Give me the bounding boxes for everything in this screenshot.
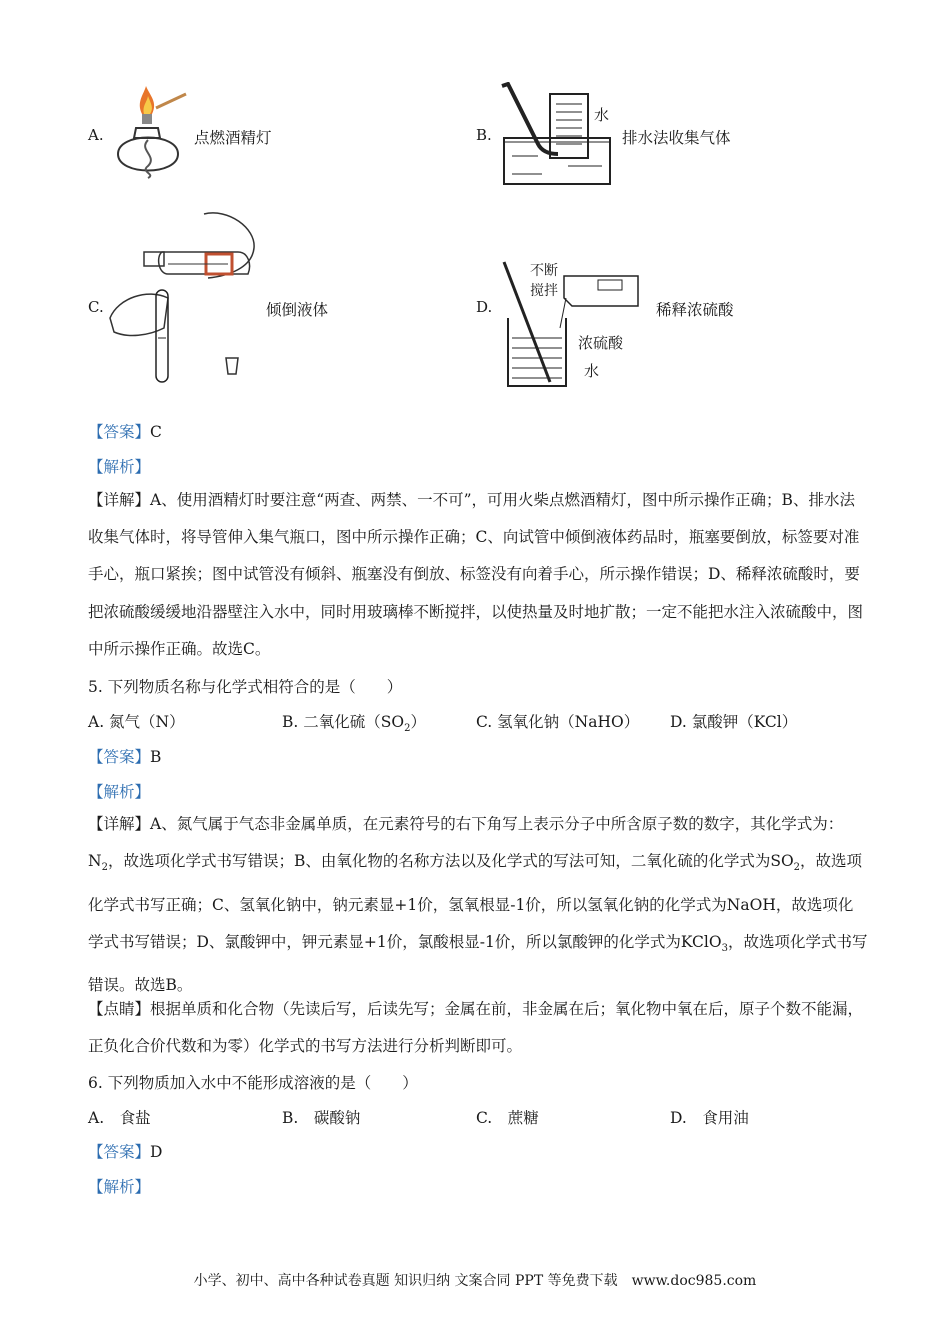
q6-option-b: B. 碳酸钠 bbox=[282, 1109, 361, 1127]
option-caption: 稀释浓硫酸 bbox=[656, 301, 734, 319]
dilute-acid-figure bbox=[498, 258, 648, 392]
q6-answer bbox=[88, 1140, 162, 1162]
q5-tip bbox=[88, 991, 868, 1065]
q6-stem: 6. 下列物质加入水中不能形成溶液的是（ ） bbox=[88, 1074, 418, 1092]
option-letter: D. bbox=[476, 298, 493, 316]
q4-detail bbox=[88, 482, 868, 668]
q5-option-c: C. 氢氧化钠（NaHO） bbox=[476, 713, 640, 731]
answer-value: C bbox=[150, 423, 162, 441]
analysis-tag: 【解析】 bbox=[88, 458, 151, 476]
q6-option-c: C. 蔗糖 bbox=[476, 1109, 539, 1127]
option-caption: 排水法收集气体 bbox=[622, 129, 731, 147]
answer-value: D bbox=[150, 1143, 163, 1161]
option-letter: A. bbox=[88, 126, 104, 144]
alcohol-lamp-figure bbox=[108, 84, 188, 188]
page-footer: 小学、初中、高中各种试卷真题 知识归纳 文案合同 PPT 等免费下载 www.doc985.com bbox=[193, 1273, 757, 1289]
option-caption: 倾倒液体 bbox=[266, 301, 329, 319]
water-label: 水 bbox=[584, 362, 600, 380]
option-letter: C. bbox=[88, 298, 104, 316]
analysis-tag: 【解析】 bbox=[88, 783, 151, 801]
acid-label: 浓硫酸 bbox=[578, 334, 624, 352]
q6-option-d: D. 食用油 bbox=[670, 1109, 749, 1127]
answer-value: B bbox=[150, 748, 162, 766]
q5-option-b: B. 二氧化硫$(SO_2)$ bbox=[282, 713, 426, 735]
q5-option-d: D. 氯酸钾（KCl） bbox=[670, 713, 798, 731]
answer-tag: 【答案】 bbox=[88, 1143, 151, 1161]
detail-tag: 【详解】 bbox=[88, 491, 151, 509]
answer-tag: 【答案】 bbox=[88, 748, 151, 766]
stir-label-1: 不断 bbox=[530, 263, 558, 279]
pouring-liquid-figure bbox=[108, 208, 258, 388]
q5-answer bbox=[88, 745, 161, 767]
stir-label-2: 搅拌 bbox=[530, 283, 558, 299]
q4-options-row-1 bbox=[0, 80, 950, 200]
water-label: 水 bbox=[594, 106, 610, 124]
q4-analysis bbox=[88, 455, 150, 477]
q5-stem: 5. 下列物质名称与化学式相符合的是（ ） bbox=[88, 678, 403, 696]
tip-tag: 【点睛】 bbox=[88, 1000, 151, 1018]
q6-option-a: A. 食盐 bbox=[88, 1109, 151, 1127]
detail-text: A、使用酒精灯时要注意“两查、两禁、一不可”，可用火柴点燃酒精灯，图中所示操作正确；B、排水法收集气体时，将导管伸入集气瓶口，图中所示操作正确；C、向试管中倾倒液体药品时，瓶塞要倒放，标签要对准手心，瓶口紧挨；图中试管没有倾斜、瓶塞没有倒放、标签没有向着手心，所示操作错误；D、稀释浓硫酸时，要把浓硫酸缓缓地沿器壁注入水中，同时用玻璃棒不断搅拌，以使热量及时地扩散；一定不能把水注入浓硫酸中，图中所示操作正确。故选C。 bbox=[88, 491, 864, 658]
option-letter: B. bbox=[476, 126, 492, 144]
analysis-tag: 【解析】 bbox=[88, 1178, 151, 1196]
tip-text: 根据单质和化合物（先读后写，后读先写；金属在前，非金属在后；氧化物中氧在后，原子个数不能漏，正负化合价代数和为零）化学式的书写方法进行分析判断即可。 bbox=[88, 1000, 864, 1056]
q4-answer bbox=[88, 420, 162, 442]
q6-choices bbox=[88, 1106, 868, 1130]
q5-detail: 【详解】A、氮气属于气态非金属单质，在元素符号的右下角写上表示分子中所含原子数的数字，其化学式为：$N_2$，故选项化学式书写错误；B、由氧化物的名称方法以及化学式的写法可知，二氧化硫的化学式为$SO_2$，故选项化学式书写正确；C、氢氧化钠中，钠元素显+1价，氢氧根显-1价，所以氢氧化钠的化学式为NaOH，故选项化学式书写错误；D、氯酸钾中，钾元素显+1价，氯酸根显-1价，所以氯酸钾的化学式为KClO$_3$，故选项化学式书写错误。故选B。 bbox=[88, 815, 868, 994]
q5-analysis bbox=[88, 780, 150, 802]
q5-choices bbox=[88, 710, 868, 734]
option-caption: 点燃酒精灯 bbox=[194, 129, 272, 147]
q6-analysis bbox=[88, 1175, 150, 1197]
q4-options-row-2 bbox=[0, 208, 950, 393]
detail-tag: 【详解】 bbox=[88, 815, 151, 833]
answer-tag: 【答案】 bbox=[88, 423, 151, 441]
q5-option-a: A. 氮气（N） bbox=[88, 713, 185, 731]
water-displacement-figure bbox=[498, 82, 618, 188]
